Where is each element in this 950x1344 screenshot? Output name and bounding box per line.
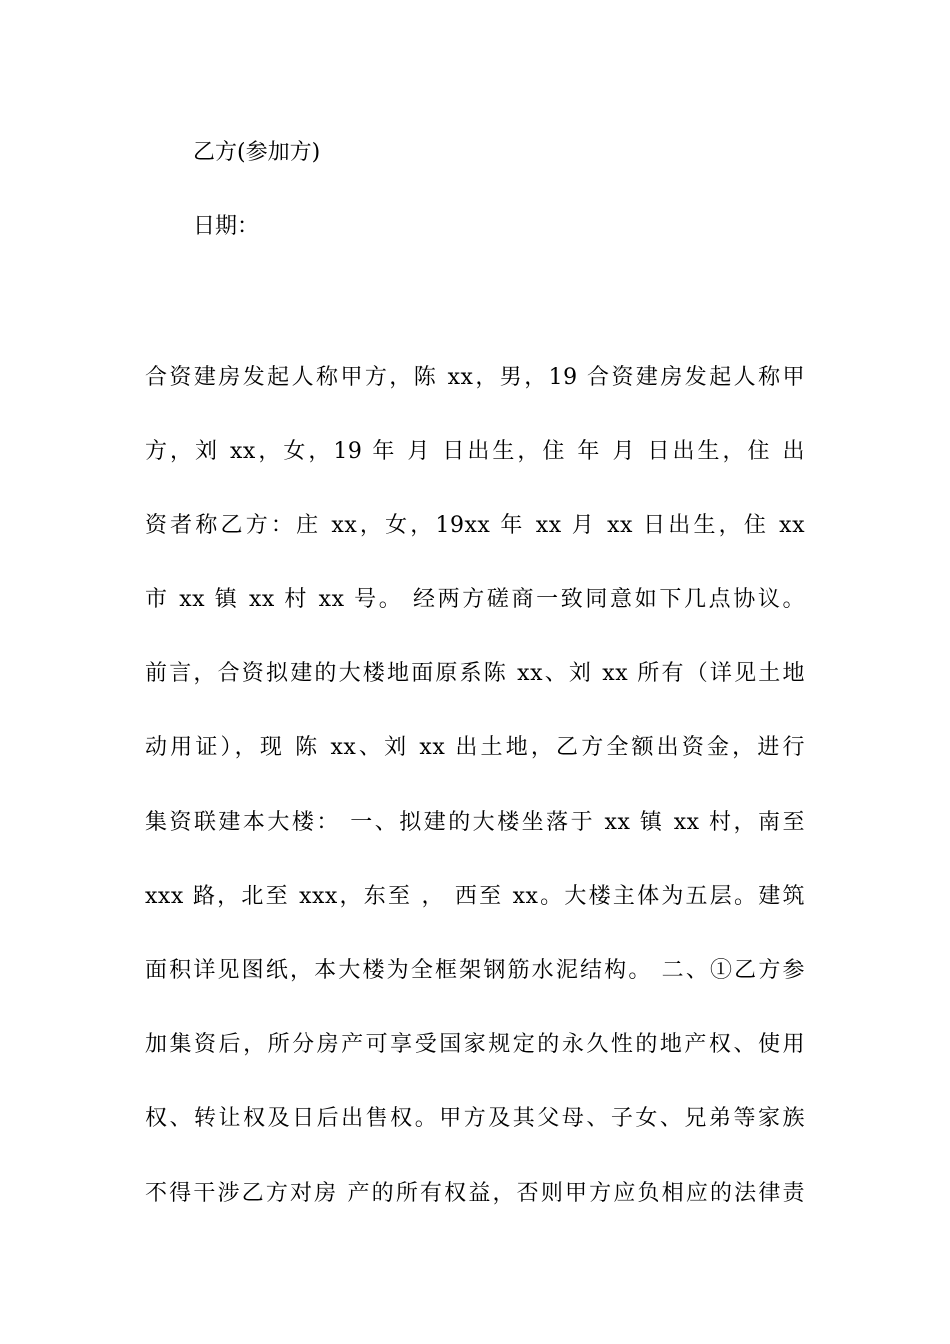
body-line-5: 前言，合资拟建的大楼地面原系陈 xx、刘 xx 所有（详见土地: [145, 661, 805, 686]
body-line-4: 市 xx 镇 xx 村 xx 号。 经两方磋商一致同意如下几点协议。: [145, 587, 805, 612]
body-line-8: xxx 路，北至 xxx，东至 ， 西至 xx。大楼主体为五层。建筑: [145, 884, 805, 909]
body-line-9: 面积详见图纸，本大楼为全框架钢筋水泥结构。 二、①乙方参: [145, 958, 805, 983]
body-line-3: 资者称乙方：庄 xx，女，19xx 年 xx 月 xx 日出生，住 xx: [145, 513, 805, 538]
party-b-signature-label: 乙方(参加方): [193, 140, 321, 165]
body-line-10: 加集资后，所分房产可享受国家规定的永久性的地产权、使用: [145, 1032, 805, 1057]
body-line-12: 不得干涉乙方对房 产的所有权益，否则甲方应负相应的法律责: [145, 1181, 805, 1206]
body-line-1: 合资建房发起人称甲方，陈 xx，男，19 合资建房发起人称甲: [145, 365, 805, 390]
date-label: 日期：: [193, 214, 260, 239]
body-line-7: 集资联建本大楼： 一、拟建的大楼坐落于 xx 镇 xx 村，南至: [145, 810, 805, 835]
body-line-6: 动用证），现 陈 xx、刘 xx 出土地，乙方全额出资金，进行: [145, 735, 805, 760]
body-line-2: 方，刘 xx，女，19 年 月 日出生，住 年 月 日出生，住 出: [145, 439, 805, 464]
body-line-11: 权、转让权及日后出售权。甲方及其父母、子女、兄弟等家族: [145, 1106, 805, 1131]
